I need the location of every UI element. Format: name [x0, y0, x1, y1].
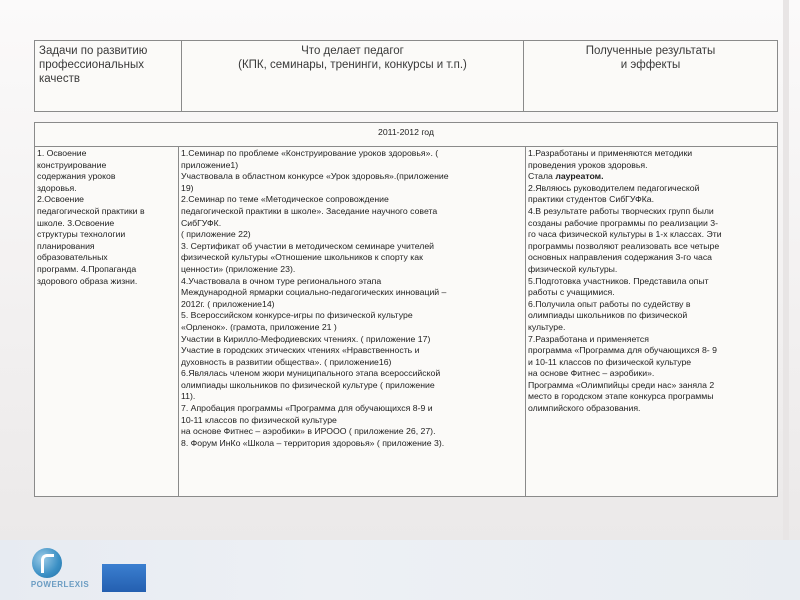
tasks-cell — [35, 147, 179, 497]
task-line: здорового образа жизни. — [37, 275, 138, 286]
result-line: 1.Разработаны и применяются методики — [528, 148, 693, 158]
task-line: школе. 3.Освоение — [37, 217, 115, 228]
main-table — [34, 122, 778, 497]
result-line: работы с учащимися. — [528, 287, 615, 298]
action-line: Участии в Кирилло-Мефодиевских чтениях. ( приложение 17) — [181, 333, 431, 344]
task-line: педагогической практики в — [37, 205, 145, 216]
action-line: Участие в городских этических чтениях «Нравственность и — [181, 345, 420, 356]
action-line: 1.Семинар по проблеме «Конструирование уроков здоровья». ( — [181, 148, 439, 158]
action-line: 10-11 классов по физической культуре — [181, 414, 337, 425]
result-line: 5.Подготовка участников. Представила опыт — [528, 275, 709, 286]
header-actions-line: Что делает педагог — [301, 45, 404, 57]
action-line: на основе Фитнес – аэробики» в ИРООО ( приложение 26, 27). — [181, 426, 436, 437]
action-line: Международной ярмарки социально-педагогических инноваций – — [181, 287, 447, 298]
header-results-cell — [524, 41, 778, 112]
action-line: 8. Форум ИнКо «Школа – территория здоровья» ( приложение 3). — [181, 437, 445, 448]
header-tasks-line: профессиональных — [39, 59, 145, 71]
action-line: Участвовала в областном конкурсе «Урок здоровья».(приложение — [181, 171, 449, 182]
result-line: созданы рабочие программы по реализации 3- — [528, 217, 719, 228]
year-row — [35, 123, 778, 147]
result-line: место в городском этапе конкурса программы — [528, 391, 714, 402]
result-line: проведения уроков здоровья. — [528, 159, 648, 170]
result-line: 7.Разработана и применяется — [528, 333, 649, 344]
action-line: 19) — [181, 182, 194, 193]
logo-brand-text: POWERLEXIS — [30, 580, 90, 589]
result-line: культуре. — [528, 321, 566, 332]
result-line: го часа физической культуры в 1-х классах. Эти — [528, 229, 722, 240]
result-line: программы позволяют реализовать все четыре — [528, 240, 720, 251]
content-row — [35, 147, 778, 497]
action-line: 3. Сертификат об участии в методическом семинаре учителей — [181, 240, 435, 251]
result-line: 6.Получила опыт работы по судейству в — [528, 298, 691, 309]
action-line: физической культуры «Отношение школьников к спорту как — [181, 252, 423, 263]
header-actions-line: (КПК, семинары, тренинги, конкурсы и т.п.) — [238, 59, 467, 71]
header-tasks-line: Задачи по развитию — [39, 45, 148, 57]
task-line: структуры технологии — [37, 229, 126, 240]
action-line: 5. Всероссийском конкурсе-игры по физической культуре — [181, 310, 413, 321]
result-line: 2.Являюсь руководителем педагогической — [528, 182, 700, 193]
action-line: 2012г. ( приложение14) — [181, 298, 275, 309]
header-row — [35, 41, 778, 112]
result-line: и 10-11 классов по физической культуре — [528, 356, 692, 367]
result-laureate-line — [528, 171, 775, 183]
laureate-prefix: Стала — [528, 171, 556, 182]
task-line: 1. Освоение — [37, 148, 87, 158]
result-line: Программа «Олимпийцы среди нас» заняла 2 — [528, 379, 715, 390]
result-line: олимпийского образования. — [528, 403, 641, 414]
action-line: приложение1) — [181, 159, 239, 170]
header-results-line: Полученные результаты — [585, 45, 716, 57]
task-line: планирования — [37, 240, 95, 251]
result-line: практики студентов СибГУФКа. — [528, 194, 655, 205]
right-edge-bar — [783, 0, 789, 600]
action-line: ( приложение 22) — [181, 229, 251, 240]
header-tasks-line: качеств — [39, 73, 80, 85]
task-line: программ. 4.Пропаганда — [37, 263, 137, 274]
action-line: 7. Апробация программы «Программа для обучающихся 8-9 и — [181, 403, 433, 414]
laureate-bold: лауреатом. — [555, 171, 604, 182]
blue-accent-square — [102, 564, 146, 592]
action-line: 11). — [181, 391, 196, 402]
header-results-line: и эффекты — [620, 59, 681, 71]
task-line: здоровья. — [37, 182, 77, 193]
result-line: на основе Фитнес – аэробики». — [528, 368, 655, 379]
actions-cell — [179, 147, 526, 497]
action-line: СибГУФК. — [181, 217, 222, 228]
header-tasks-cell — [35, 41, 182, 112]
action-line: 4.Участвовала в очном туре регионального этапа — [181, 275, 382, 286]
footer-band — [0, 540, 800, 600]
header-table — [34, 40, 778, 112]
action-line: олимпиады школьников по физической культуре ( приложение — [181, 379, 435, 390]
task-line: образовательных — [37, 252, 108, 263]
result-line: олимпиады школьников по физической — [528, 310, 688, 321]
result-line: 4.В результате работы творческих групп были — [528, 205, 714, 216]
results-cell — [526, 147, 778, 497]
powerlexis-logo — [14, 548, 106, 592]
task-line: содержания уроков — [37, 171, 116, 182]
action-line: «Орленок». (грамота, приложение 21 ) — [181, 321, 337, 332]
action-line: педагогической практики в школе». Заседание научного совета — [181, 205, 438, 216]
result-line: физической культуры. — [528, 263, 618, 274]
task-line: 2.Освоение — [37, 194, 85, 205]
header-actions-cell — [182, 41, 524, 112]
action-line: 2.Семинар по теме «Методическое сопровождение — [181, 194, 389, 205]
result-line: основных направления содержания 3-го часа — [528, 252, 713, 263]
action-line: ценности» (приложение 23). — [181, 263, 296, 274]
task-line: конструирование — [37, 159, 107, 170]
action-line: 6.Являлась членом жюри муниципального этапа всероссийской — [181, 368, 441, 379]
year-cell: 2011-2012 год — [35, 123, 778, 147]
result-line: программа «Программа для обучающихся 8- 9 — [528, 345, 717, 356]
logo-mark-icon — [32, 548, 62, 578]
action-line: духовность в развитии общества». ( приложение16) — [181, 356, 392, 367]
